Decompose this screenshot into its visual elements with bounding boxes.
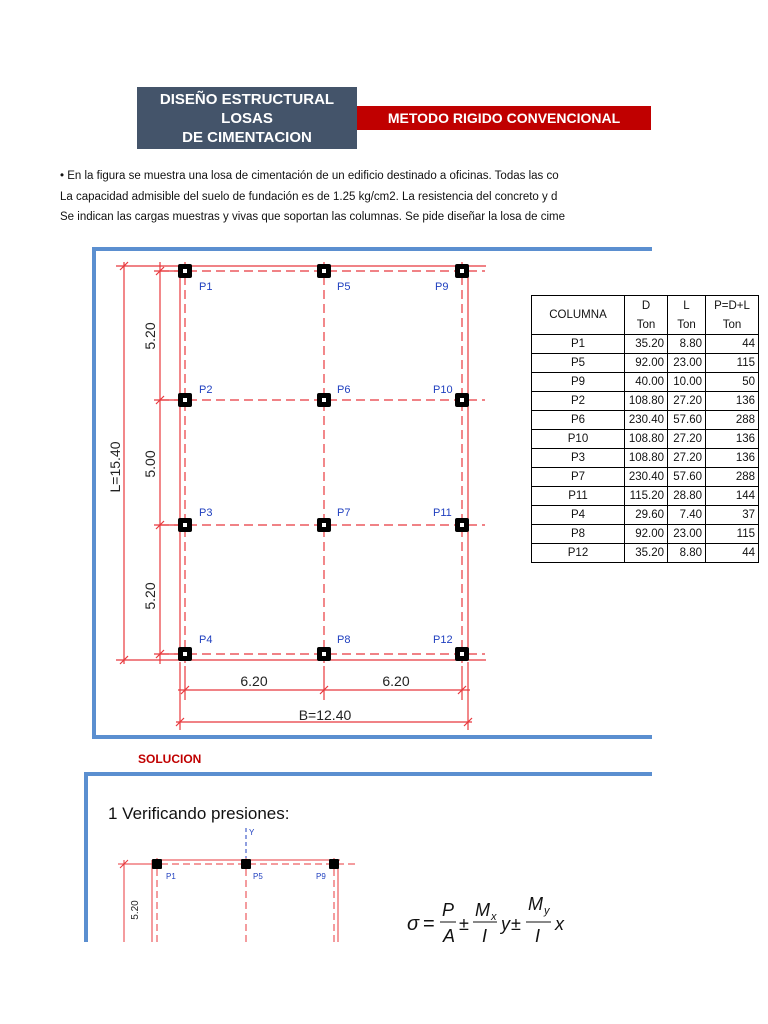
dimension-label: 6.20 [382, 673, 410, 689]
cell-dead-load: 92.00 [625, 354, 668, 373]
cell-dead-load: 115.20 [625, 487, 668, 506]
column-label: P6 [337, 384, 351, 396]
table-row [532, 468, 759, 487]
stress-formula [405, 890, 585, 942]
cell-total-load: 136 [706, 449, 759, 468]
header-column: COLUMNA [532, 296, 625, 335]
column-label: P3 [199, 507, 213, 519]
svg-text:σ: σ [407, 913, 420, 935]
table-row [532, 373, 759, 392]
dimension-label: 5.00 [142, 450, 158, 478]
cell-dead-load: 92.00 [625, 525, 668, 544]
cell-live-load: 27.20 [668, 392, 706, 411]
column-label: P4 [199, 634, 213, 646]
table-row [532, 525, 759, 544]
cell-total-load: 115 [706, 525, 759, 544]
method-subtitle: METODO RIGIDO CONVENCIONAL [357, 106, 651, 130]
cell-live-load: 23.00 [668, 525, 706, 544]
table-row [532, 335, 759, 354]
header-unit: Ton [625, 315, 668, 335]
table-row [532, 392, 759, 411]
mini-column-label: P1 [166, 872, 176, 881]
mini-column-marker [329, 859, 339, 869]
mini-dimension-label: 5.20 [130, 900, 141, 920]
solution-heading: SOLUCION [138, 752, 202, 766]
table-row [532, 449, 759, 468]
cell-column: P2 [532, 392, 625, 411]
mini-plan [110, 824, 360, 942]
table-row [532, 411, 759, 430]
header-unit: Ton [668, 315, 706, 335]
cell-column: P11 [532, 487, 625, 506]
cell-live-load: 8.80 [668, 544, 706, 563]
column-label: P11 [433, 507, 452, 519]
mini-column-marker [241, 859, 251, 869]
cell-live-load: 57.60 [668, 411, 706, 430]
cell-live-load: 57.60 [668, 468, 706, 487]
header-live-load: L [668, 296, 706, 316]
header-dead-load: D [625, 296, 668, 316]
statement-line-3: Se indican las cargas muestras y vivas que soportan las columnas. Se pide diseñar la losa de cime [60, 211, 565, 223]
cell-column: P7 [532, 468, 625, 487]
cell-column: P12 [532, 544, 625, 563]
svg-text:x: x [555, 914, 564, 934]
cell-dead-load: 35.20 [625, 544, 668, 563]
cell-dead-load: 29.60 [625, 506, 668, 525]
y-axis-label: Y [249, 828, 255, 837]
cell-column: P8 [532, 525, 625, 544]
title-line-1: DISEÑO ESTRUCTURAL LOSAS [159, 90, 335, 127]
column-label: P8 [337, 634, 351, 646]
column-label: P7 [337, 507, 351, 519]
dimension-label: L=15.40 [107, 441, 123, 493]
cell-column: P9 [532, 373, 625, 392]
cell-dead-load: 230.40 [625, 468, 668, 487]
table-row [532, 544, 759, 563]
cell-live-load: 8.80 [668, 335, 706, 354]
svg-text:I: I [535, 926, 541, 942]
cell-column: P6 [532, 411, 625, 430]
mini-column-marker [152, 859, 162, 869]
dimension-label: 5.20 [142, 582, 158, 610]
svg-text:±: ± [511, 914, 521, 934]
svg-text:=: = [423, 913, 435, 935]
column-label: P9 [435, 281, 449, 293]
page-bottom-margin [0, 942, 768, 1024]
svg-text:y: y [501, 914, 510, 934]
cell-total-load: 50 [706, 373, 759, 392]
dimension-label: 6.20 [240, 673, 268, 689]
svg-text:P: P [442, 900, 455, 920]
svg-text:y: y [544, 905, 550, 917]
cell-dead-load: 108.80 [625, 392, 668, 411]
cell-total-load: 136 [706, 392, 759, 411]
table-row [532, 354, 759, 373]
column-label: P5 [337, 281, 351, 293]
cell-live-load: 27.20 [668, 430, 706, 449]
cell-total-load: 44 [706, 544, 759, 563]
cell-total-load: 115 [706, 354, 759, 373]
svg-text:x: x [491, 911, 497, 923]
cell-column: P3 [532, 449, 625, 468]
cell-live-load: 10.00 [668, 373, 706, 392]
column-label: P12 [433, 634, 453, 646]
header-unit: Ton [706, 315, 759, 335]
table-row [532, 506, 759, 525]
cell-total-load: 288 [706, 411, 759, 430]
problem-statement [60, 166, 651, 236]
cell-live-load: 28.80 [668, 487, 706, 506]
svg-text:M: M [528, 894, 543, 914]
cell-total-load: 37 [706, 506, 759, 525]
svg-text:±: ± [459, 914, 469, 934]
cell-total-load: 136 [706, 430, 759, 449]
svg-text:A: A [443, 926, 456, 942]
header-total-load: P=D+L [706, 296, 759, 316]
dimension-label: 5.20 [142, 322, 158, 350]
column-label: P2 [199, 384, 213, 396]
dimension-label: B=12.40 [298, 707, 352, 723]
cell-live-load: 27.20 [668, 449, 706, 468]
cell-column: P10 [532, 430, 625, 449]
document-title [137, 87, 357, 149]
cell-column: P5 [532, 354, 625, 373]
cell-dead-load: 230.40 [625, 411, 668, 430]
mini-column-label: P5 [253, 872, 263, 881]
column-label: P1 [199, 281, 213, 293]
svg-text:I: I [482, 926, 488, 942]
cell-live-load: 23.00 [668, 354, 706, 373]
title-line-2: DE CIMENTACION [182, 128, 312, 146]
cell-dead-load: 108.80 [625, 449, 668, 468]
svg-text:M: M [475, 900, 490, 920]
cell-dead-load: 108.80 [625, 430, 668, 449]
cell-total-load: 44 [706, 335, 759, 354]
column-label: P10 [433, 384, 453, 396]
statement-line-2: La capacidad admisible del suelo de fundación es de 1.25 kg/cm2. La resistencia del concreto y d [60, 190, 558, 203]
cell-column: P1 [532, 335, 625, 354]
cell-dead-load: 40.00 [625, 373, 668, 392]
cell-column: P4 [532, 506, 625, 525]
cell-dead-load: 35.20 [625, 335, 668, 354]
step-1-title: 1 Verificando presiones: [108, 804, 290, 823]
cell-total-load: 144 [706, 487, 759, 506]
cell-live-load: 7.40 [668, 506, 706, 525]
statement-line-1: • En la figura se muestra una losa de cimentación de un edificio destinado a oficinas. Todas las co [60, 170, 559, 182]
column-loads-table [531, 295, 759, 563]
mini-column-label: P9 [316, 872, 326, 881]
table-row [532, 487, 759, 506]
loads-table-body [532, 335, 759, 563]
cell-total-load: 288 [706, 468, 759, 487]
table-row [532, 430, 759, 449]
